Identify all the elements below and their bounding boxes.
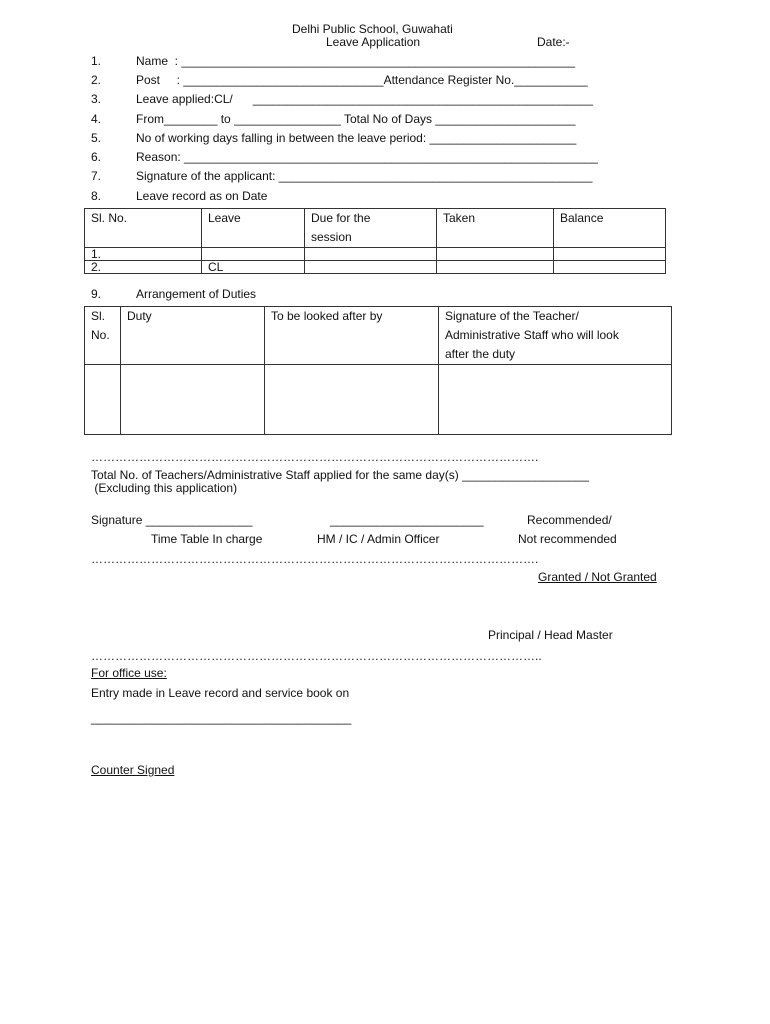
post-field: Post : ______________________________Attendance Register No.___________: [136, 73, 588, 87]
leave-record-table: [84, 208, 666, 274]
duties-table: [84, 306, 672, 435]
timetable-incharge-label: Time Table In charge: [151, 532, 263, 546]
field-number: 6.: [91, 150, 102, 164]
excluding-note: (Excluding this application): [91, 481, 238, 495]
granted-label: Granted / Not Granted: [538, 570, 657, 584]
field-number: 9.: [91, 287, 102, 301]
dotted-separator: …………………………………………………………………………………………………..: [91, 649, 542, 663]
table-cell: [85, 365, 121, 435]
table-header-cell: Due for the session: [305, 209, 437, 248]
applicant-signature-field: Signature of the applicant: _______________________________________________: [136, 169, 593, 183]
table-cell: [202, 248, 305, 261]
table-cell: [437, 261, 554, 274]
entry-blank-line: _______________________________________: [91, 711, 352, 725]
leave-applied-field: Leave applied:CL/ ___________________________________________________: [136, 92, 594, 106]
field-number: 5.: [91, 131, 102, 145]
form-title: Leave Application: [326, 35, 421, 49]
table-header-cell: Balance: [554, 209, 666, 248]
table-cell: [437, 248, 554, 261]
table-cell: [265, 365, 439, 435]
table-cell: 2.: [85, 261, 202, 274]
field-number: 3.: [91, 92, 102, 106]
field-number: 7.: [91, 169, 102, 183]
table-header-cell: Sl. No.: [85, 209, 202, 248]
table-header-cell: To be looked after by: [265, 307, 439, 365]
working-days-field: No of working days falling in between the leave period: ______________________: [136, 131, 577, 145]
duties-title: Arrangement of Duties: [136, 287, 257, 301]
from-to-field: From________ to ________________ Total No of Days _____________________: [136, 112, 576, 126]
school-name: Delhi Public School, Guwahati: [292, 22, 453, 36]
table-header-row: [85, 209, 666, 248]
hm-signature-line: _______________________: [330, 513, 484, 527]
field-number: 2.: [91, 73, 102, 87]
table-header-cell: Taken: [437, 209, 554, 248]
table-row: [85, 261, 666, 274]
table-header-row: [85, 307, 672, 365]
dotted-separator: ………………………………………………………………………………………………….: [91, 450, 539, 464]
not-recommended-label: Not recommended: [518, 532, 617, 546]
table-cell: [439, 365, 672, 435]
table-cell: [121, 365, 265, 435]
field-number: 4.: [91, 112, 102, 126]
hm-label: HM / IC / Admin Officer: [317, 532, 440, 546]
table-row: [85, 248, 666, 261]
recommended-label: Recommended/: [527, 513, 612, 527]
table-cell: CL: [202, 261, 305, 274]
leave-record-label: Leave record as on Date: [136, 189, 268, 203]
table-header-cell: Signature of the Teacher/ Administrative Staff who will look after the duty: [439, 307, 672, 365]
name-field: Name : ___________________________________________________________: [136, 54, 576, 68]
table-cell: [554, 248, 666, 261]
counter-signed-label: Counter Signed: [91, 763, 175, 777]
date-label: Date:-: [537, 35, 570, 49]
dotted-separator: ………………………………………………………………………………………………….: [91, 552, 539, 566]
office-use-label: For office use:: [91, 666, 167, 680]
total-staff-line: Total No. of Teachers/Administrative Staff applied for the same day(s) ___________________: [91, 468, 589, 482]
principal-label: Principal / Head Master: [488, 628, 613, 642]
table-cell: [554, 261, 666, 274]
entry-label: Entry made in Leave record and service book on: [91, 686, 350, 700]
table-cell: [305, 248, 437, 261]
table-cell: 1.: [85, 248, 202, 261]
field-number: 8.: [91, 189, 102, 203]
reason-field: Reason: ______________________________________________________________: [136, 150, 598, 164]
table-header-cell: Sl. No.: [85, 307, 121, 365]
signature-line: Signature ________________: [91, 513, 253, 527]
table-row: [85, 365, 672, 435]
table-header-cell: Leave: [202, 209, 305, 248]
table-cell: [305, 261, 437, 274]
table-header-cell: Duty: [121, 307, 265, 365]
field-number: 1.: [91, 54, 102, 68]
